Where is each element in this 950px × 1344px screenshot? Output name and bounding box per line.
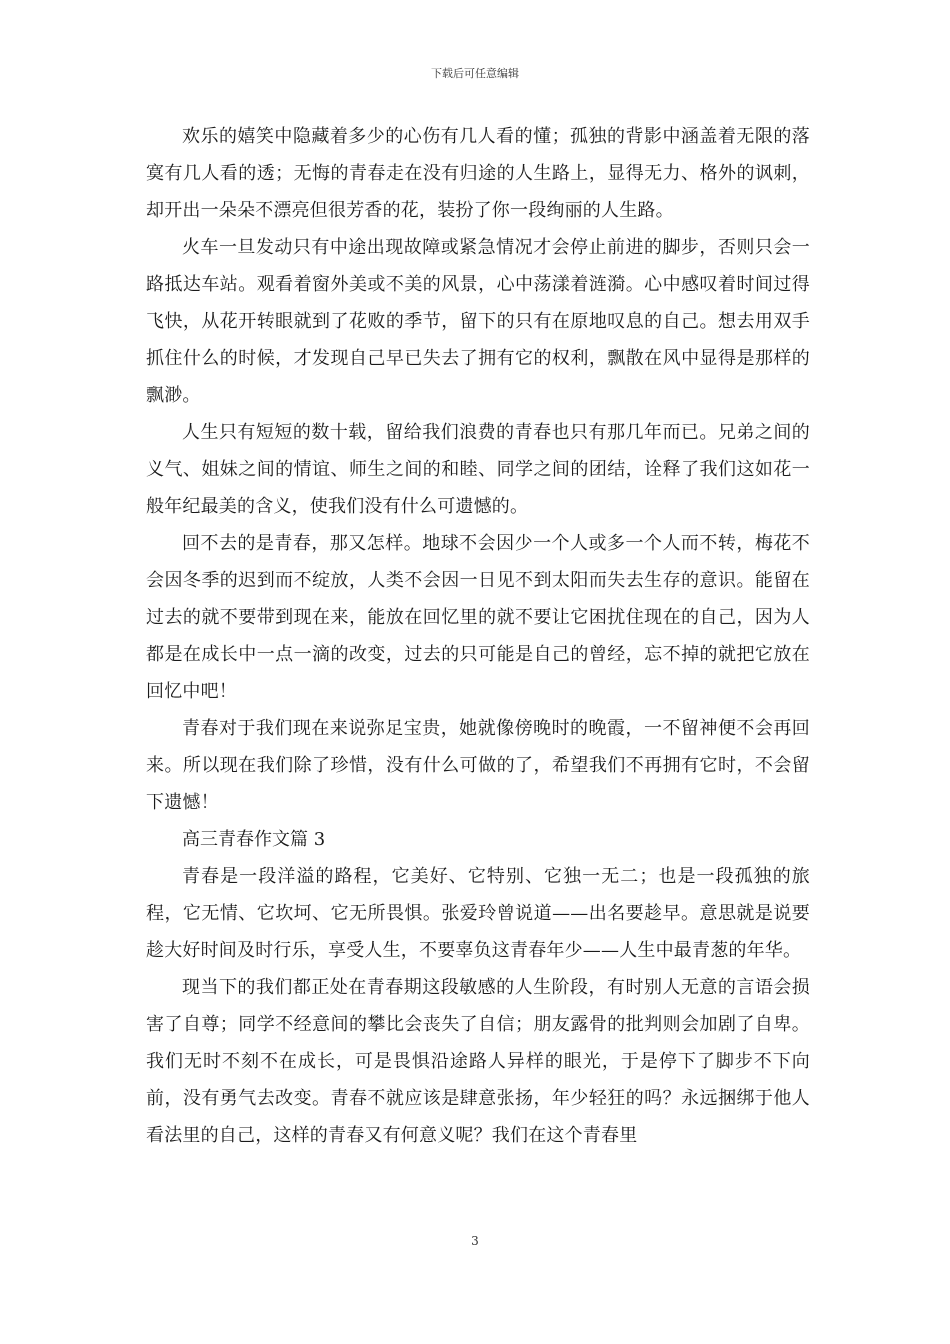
- paragraph: 人生只有短短的数十载，留给我们浪费的青春也只有那几年而已。兄弟之间的义气、姐妹之间的情谊、师生之间的和睦、同学之间的团结，诠释了我们这如花一般年纪最美的含义，使我们没有什么可遗憾的。: [146, 422, 810, 517]
- paragraph: 回不去的是青春，那又怎样。地球不会因少一个人或多一个人而不转，梅花不会因冬季的迟到而不绽放，人类不会因一日见不到太阳而失去生存的意识。能留在过去的就不要带到现在来，能放在回忆里的就不要让它困扰住现在的自己，因为人都是在成长中一点一滴的改变，过去的只可能是自己的曾经，忘不掉的就把它放在回忆中吧！: [146, 533, 810, 702]
- paragraph: 欢乐的嬉笑中隐藏着多少的心伤有几人看的懂；孤独的背影中涵盖着无限的落寞有几人看的透；无悔的青春走在没有归途的人生路上，显得无力、格外的讽刺，却开出一朵朵不漂亮但很芳香的花，装扮了你一段绚丽的人生路。: [146, 126, 810, 221]
- document-body: [146, 118, 810, 1154]
- page-number: 3: [471, 1234, 479, 1248]
- section-heading: 高三青春作文篇 3: [182, 829, 326, 850]
- paragraph: 青春对于我们现在来说弥足宝贵，她就像傍晚时的晚霞，一不留神便不会再回来。所以现在我们除了珍惜，没有什么可做的了，希望我们不再拥有它时，不会留下遗憾！: [146, 718, 810, 813]
- paragraph: 青春是一段洋溢的路程，它美好、它特别、它独一无二；也是一段孤独的旅程，它无情、它坎坷、它无所畏惧。张爱玲曾说道——出名要趁早。意思就是说要趁大好时间及时行乐，享受人生，不要辜负这青春年少——人生中最青葱的年华。: [146, 866, 810, 961]
- paragraph: 现当下的我们都正处在青春期这段敏感的人生阶段，有时别人无意的言语会损害了自尊；同学不经意间的攀比会丧失了自信；朋友露骨的批判则会加剧了自卑。我们无时不刻不在成长，可是畏惧沿途路人异样的眼光，于是停下了脚步不下向前，没有勇气去改变。青春不就应该是肆意张扬，年少轻狂的吗？永远捆绑于他人看法里的自己，这样的青春又有何意义呢？我们在这个青春里: [146, 977, 810, 1146]
- page-header: 下载后可任意编辑: [431, 67, 519, 80]
- paragraph: 火车一旦发动只有中途出现故障或紧急情况才会停止前进的脚步，否则只会一路抵达车站。观看着窗外美或不美的风景，心中荡漾着涟漪。心中感叹着时间过得飞快，从花开转眼就到了花败的季节，留下的只有在原地叹息的自己。想去用双手抓住什么的时候，才发现自己早已失去了拥有它的权利，飘散在风中显得是那样的飘渺。: [146, 237, 810, 406]
